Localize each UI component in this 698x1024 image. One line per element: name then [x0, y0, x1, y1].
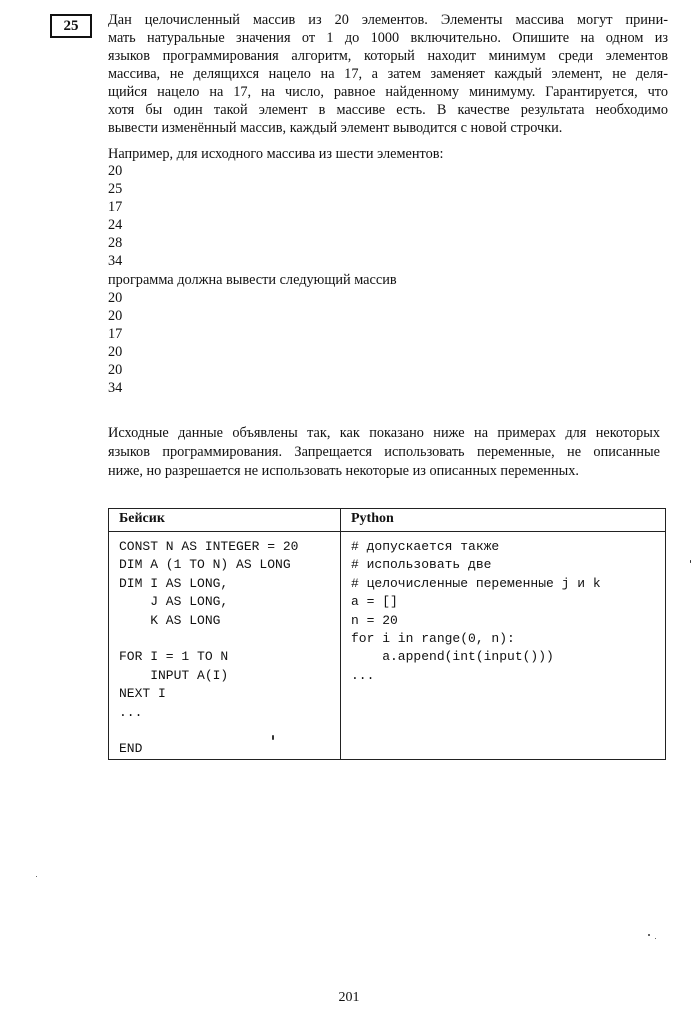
declaration-paragraph [108, 424, 660, 481]
input-value: 20 [108, 163, 123, 179]
python-code-line: a = [] [351, 594, 398, 610]
problem-line: мать натуральные значения от 1 до 1000 включительно. Опишите на одном из [108, 30, 668, 46]
problem-line: языков программирования алгоритм, который находит минимум среди элементов [108, 48, 668, 64]
declaration-line: ниже, но разрешается не использовать некоторые из описанных переменных. [108, 463, 579, 479]
python-code-line: a.append(int(input())) [351, 649, 554, 665]
problem-statement [108, 11, 668, 137]
output-value: 20 [108, 344, 123, 361]
output-value: 17 [108, 326, 123, 343]
example-intro: Например, для исходного массива из шести элементов: [108, 146, 444, 162]
basic-code-line: INPUT A(I) [119, 667, 229, 683]
basic-code-line: J AS LONG, [119, 594, 229, 610]
problem-line: хотя бы один такой элемент в массиве есть. В качестве результата необходимо [108, 102, 668, 118]
declaration-line: Исходные данные объявлены так, как показано ниже на примерах для некоторых [108, 425, 660, 441]
python-code-line: # использовать две [351, 557, 492, 573]
python-code-line: # допускается также [351, 539, 500, 554]
basic-code-line: END [119, 741, 143, 757]
python-header: Python [341, 509, 666, 532]
basic-header: Бейсик [109, 509, 341, 532]
input-value: 34 [108, 253, 123, 270]
scan-speck [655, 938, 656, 939]
basic-code-line: K AS LONG [119, 612, 221, 628]
basic-code-line: NEXT I [119, 686, 166, 702]
output-value: 20 [108, 308, 123, 325]
input-value: 17 [108, 199, 123, 216]
scan-speck [272, 735, 274, 740]
basic-code-line: FOR I = 1 TO N [119, 649, 229, 665]
python-code-line: n = 20 [351, 612, 398, 628]
output-value: 20 [108, 290, 123, 306]
declaration-line: языков программирования. Запрещается использовать переменные, не описанные [108, 444, 660, 460]
basic-code-line: DIM I AS LONG, [119, 575, 229, 591]
python-code-line: # целочисленные переменные j и k [351, 575, 601, 591]
input-value: 25 [108, 181, 123, 198]
basic-code-line [119, 722, 336, 740]
basic-code-line [119, 630, 336, 648]
output-intro: программа должна вывести следующий массив [108, 272, 397, 288]
basic-code-line: DIM A (1 TO N) AS LONG [119, 557, 291, 573]
problem-line: Дан целочисленный массив из 20 элементов. Элементы массива могут прини- [108, 12, 668, 28]
python-code-cell [341, 532, 666, 760]
input-example-list [108, 162, 122, 271]
output-value: 34 [108, 380, 123, 397]
task-number-box [50, 14, 92, 38]
input-value: 28 [108, 235, 123, 252]
basic-code-line: ... [119, 704, 143, 720]
page-number: 201 [338, 990, 360, 1005]
output-example-list [108, 289, 122, 398]
python-code-line: for i in range(0, n): [351, 630, 515, 646]
input-value: 24 [108, 217, 123, 234]
basic-code-line: CONST N AS INTEGER = 20 [119, 539, 299, 554]
scan-speck [690, 560, 691, 563]
scan-speck [648, 934, 650, 936]
output-value: 20 [108, 362, 123, 379]
code-table [108, 508, 666, 760]
problem-line: массива, не делящихся нацело на 17, а затем заменяет каждый элемент, не деля- [108, 66, 668, 82]
problem-line: вывести изменённый массив, каждый элемент выводится с новой строчки. [108, 120, 563, 136]
problem-line: щийся нацело на 17, на число, равное найденному минимуму. Гарантируется, что [108, 84, 668, 100]
scan-speck [36, 876, 37, 877]
python-code-line: ... [351, 667, 375, 683]
task-number: 25 [63, 17, 79, 34]
basic-code-cell [109, 532, 341, 760]
